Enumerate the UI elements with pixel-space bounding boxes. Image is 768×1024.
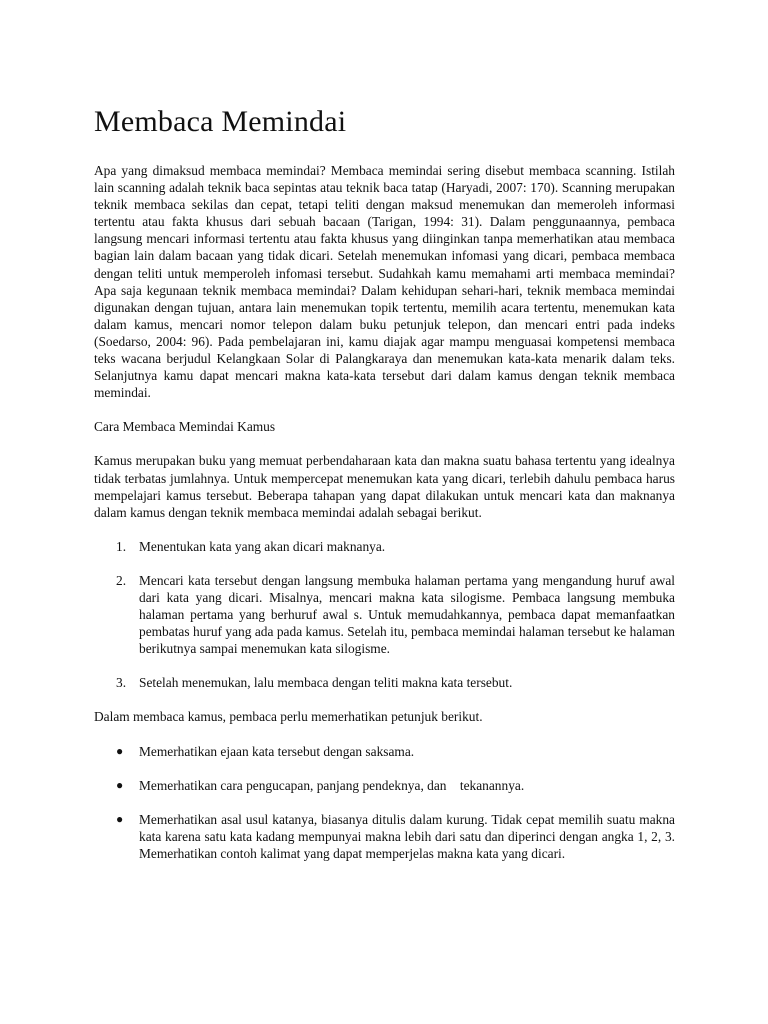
spacer (94, 726, 675, 743)
list-item (94, 674, 675, 691)
list-item-text: Menentukan kata yang akan dicari maknanya. (139, 538, 386, 554)
tips-list (94, 743, 675, 862)
list-number: 3. (116, 675, 127, 691)
spacer (94, 521, 675, 538)
list-item (94, 538, 675, 555)
spacer (94, 657, 675, 674)
steps-list (94, 538, 675, 692)
spacer (94, 760, 675, 777)
spacer (94, 794, 675, 811)
document-content (94, 104, 675, 862)
document-title: Membaca Memindai (94, 105, 347, 138)
list-item-text: Mencari kata tersebut dengan langsung membuka halaman pertama yang mengandung huruf awal dari kata yang dicari. Misalnya, mencari makna kata silogisme. Pembaca langsung membuka halaman pertama yang berhuruf awal s. Untuk memudahkannya, pembaca dapat memanfaatkan pembatas huruf yang ada pada kamus. Setelah itu, pembaca memindai halaman tersebut ke halaman berikutnya sampai menemukan kata silogisme. (139, 572, 675, 657)
bullet-icon: ● (116, 777, 124, 792)
spacer (94, 555, 675, 572)
list-number: 1. (116, 538, 127, 554)
spacer (94, 435, 675, 452)
list-item-text: Setelah menemukan, lalu membaca dengan teliti makna kata tersebut. (139, 675, 513, 691)
list-number: 2. (116, 572, 127, 588)
dictionary-paragraph: Kamus merupakan buku yang memuat perbendaharaan kata dan makna suatu bahasa tertentu yang idealnya tidak terbatas jumlahnya. Untuk mempercepat menemukan kata yang dicari, terlebih dahulu pembaca harus mempelajari kamus tersebut. Beberapa tahapan yang dapat dilakukan untuk mencari kata dan maknanya dalam kamus dengan teknik membaca memindai adalah sebagai berikut. (94, 453, 675, 520)
spacer (94, 691, 675, 708)
list-item (94, 572, 675, 657)
list-item-text: Memerhatikan ejaan kata tersebut dengan saksama. (139, 743, 415, 759)
list-item (94, 777, 675, 794)
bullet-icon: ● (116, 811, 124, 826)
list-item (94, 811, 675, 862)
list-item-text: Memerhatikan asal usul katanya, biasanya ditulis dalam kurung. Tidak cepat memilih suatu makna kata karena satu kata kadang mempunyai makna lebih dari satu dan diperinci dengan angka 1, 2, 3. Memerhatikan contoh kalimat yang dapat memperjelas makna kata yang dicari. (139, 811, 675, 861)
guidance-paragraph: Dalam membaca kamus, pembaca perlu memerhatikan petunjuk berikut. (94, 709, 483, 725)
spacer (94, 401, 675, 418)
section-subheading: Cara Membaca Memindai Kamus (94, 419, 276, 435)
bullet-icon: ● (116, 743, 124, 758)
intro-paragraph: Apa yang dimaksud membaca memindai? Membaca memindai sering disebut membaca scanning. Istilah lain scanning adalah teknik baca sepintas atau teknik baca tatap (Haryadi, 2007: 170). Scanning merupakan teknik membaca sekilas dan cepat, tetapi teliti dengan maksud menemukan dan memeroleh informasi tertentu atau fakta khusus dari sebuah bacaan (Tarigan, 1994: 31). Dalam penggunaannya, pembaca langsung mencari informasi tertentu atau fakta khusus yang diinginkan tanpa memerhatikan atau membaca bagian lain dalam bacaan yang tidak dicari. Setelah menemukan infomasi yang dicari, pembaca membaca dengan teliti untuk memperoleh infomasi tersebut. Sudahkah kamu memahami arti membaca memindai? Apa saja kegunaan teknik membaca memindai? Dalam kehidupan sehari-hari, teknik membaca memindai digunakan dengan tujuan, antara lain menemukan topik tertentu, memilih acara tertentu, menemukan kata dalam kamus, mencari nomor telepon dalam buku petunjuk telepon, dan mencari entri pada indeks (Soedarso, 2004: 96). Pada pembelajaran ini, kamu diajak agar mampu menguasai kompetensi membaca teks wacana berjudul Kelangkaan Solar di Palangkaraya dan menemukan kata-kata menarik dalam teks. Selanjutnya kamu dapat mencari makna kata-kata tersebut dari dalam kamus dengan teknik membaca memindai. (94, 163, 675, 401)
list-item-text: Memerhatikan cara pengucapan, panjang pendeknya, dan tekanannya. (139, 777, 525, 793)
list-item (94, 743, 675, 760)
